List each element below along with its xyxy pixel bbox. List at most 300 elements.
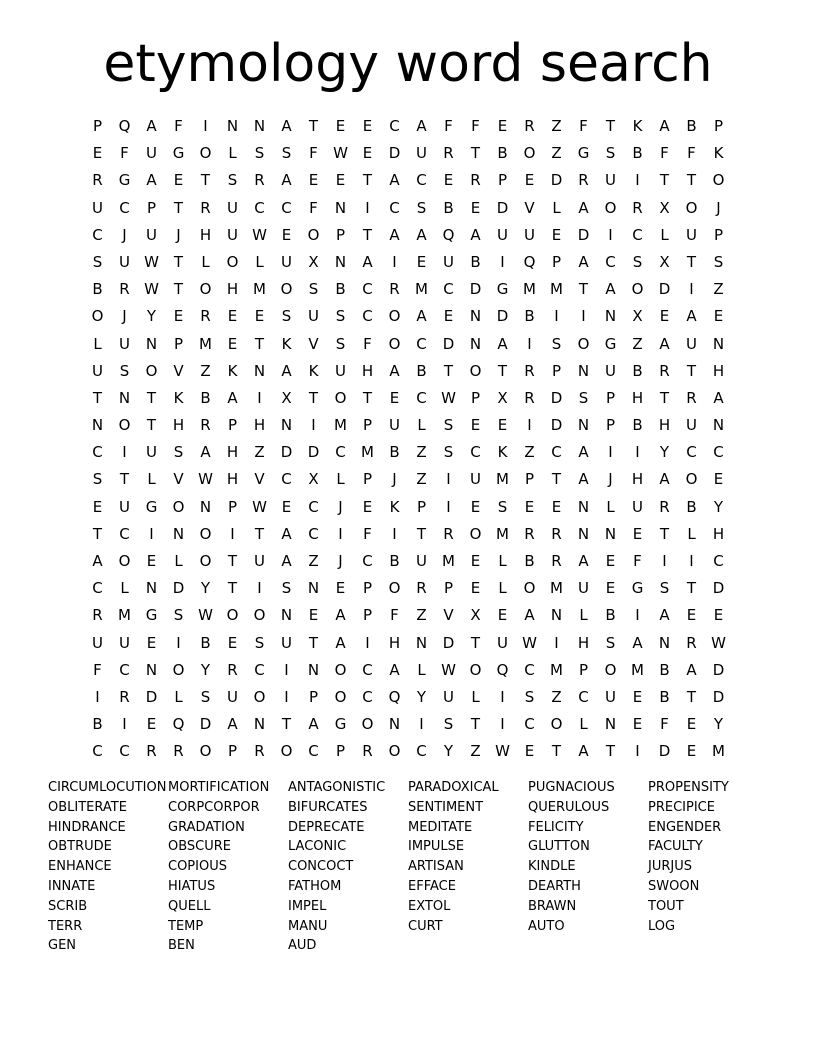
grid-cell: A [632,633,643,652]
grid-cell: C [416,334,427,353]
grid-cell: O [307,225,320,244]
grid-cell: C [362,307,373,326]
grid-cell: U [497,633,508,652]
grid-cell: T [281,715,292,734]
grid-cell: I [95,687,100,706]
grid-cell: C [389,117,400,135]
grid-cell: O [118,416,131,435]
grid-cell: C [308,742,319,761]
grid-cell: O [334,660,347,679]
grid-cell: P [335,225,346,244]
grid-cell: N [577,524,590,543]
grid-cell: G [145,606,158,625]
grid-cell: I [284,660,289,679]
grid-cell: N [226,117,239,135]
word-list-item: CONCOCT [288,859,354,875]
word-list-item: COPIOUS [168,859,227,875]
grid-cell: W [441,660,456,679]
grid-cell: E [659,307,670,326]
grid-cell: Q [388,687,401,706]
grid-cell: I [365,198,370,217]
word-list-item: BIFURCATES [288,799,368,815]
grid-cell: U [605,687,616,706]
grid-cell: T [308,388,319,407]
grid-cell: H [226,280,239,299]
word-list-item: HINDRANCE [48,819,126,835]
grid-cell: I [446,470,451,489]
grid-cell: L [120,579,129,598]
grid-cell: D [496,198,509,217]
grid-cell: H [253,416,266,435]
grid-cell: A [227,715,238,734]
grid-cell: Y [200,660,211,679]
grid-cell: W [441,388,456,407]
grid-cell: H [361,361,374,380]
grid-cell: O [469,361,482,380]
grid-cell: I [608,443,613,462]
grid-cell: I [257,388,262,407]
grid-cell: B [470,252,481,271]
grid-cell: T [146,416,157,435]
word-list-item: GLUTTON [528,839,590,855]
grid-cell: U [605,171,616,190]
grid-cell: C [416,742,427,761]
word-list-item: ARTISAN [408,859,464,875]
grid-cell: N [388,715,401,734]
grid-cell: E [443,307,454,326]
grid-cell: R [443,144,454,163]
grid-cell: I [635,443,640,462]
grid-cell: N [712,334,725,353]
grid-cell: E [713,606,724,625]
grid-cell: S [335,334,346,353]
grid-cell: R [524,524,535,543]
grid-cell: M [550,660,563,679]
grid-cell: E [281,497,292,516]
grid-cell: T [470,715,481,734]
grid-cell: Y [659,443,670,462]
grid-cell: P [227,497,238,516]
grid-cell: E [308,171,319,190]
grid-cell: H [631,470,644,489]
grid-cell: E [92,497,103,516]
grid-cell: N [577,416,590,435]
grid-cell: C [362,280,373,299]
grid-cell: H [388,633,401,652]
grid-cell: T [605,117,616,135]
grid-cell: A [146,117,157,135]
grid-cell: A [362,252,373,271]
grid-cell: V [443,606,454,625]
grid-cell: U [92,633,103,652]
grid-cell: L [147,470,156,489]
grid-cell: X [659,252,670,271]
grid-cell: P [713,117,724,135]
grid-cell: O [199,144,212,163]
grid-cell: B [632,361,643,380]
grid-cell: R [362,742,373,761]
grid-cell: L [201,252,210,271]
page-title: etymology word search [103,34,713,94]
grid-cell: R [227,660,238,679]
word-list-item: OBSCURE [168,839,232,855]
grid-cell: I [149,524,154,543]
grid-cell: A [686,307,697,326]
grid-cell: S [308,280,319,299]
grid-cell: F [579,117,588,135]
grid-cell: E [470,552,481,570]
grid-cell: F [390,606,399,625]
grid-cell: C [524,715,535,734]
grid-cell: O [253,606,266,625]
grid-cell: B [443,198,454,217]
grid-cell: X [308,252,319,271]
grid-cell: R [200,307,211,326]
grid-cell: L [174,687,183,706]
grid-cell: C [335,443,346,462]
grid-cell: X [281,388,292,407]
grid-cell: S [524,687,535,706]
word-list-item: QUELL [168,898,211,914]
grid-cell: T [362,225,373,244]
grid-cell: L [255,252,264,271]
grid-cell: U [497,225,508,244]
grid-cell: B [524,552,535,570]
grid-cell: H [631,388,644,407]
grid-cell: O [469,524,482,543]
grid-cell: E [632,687,643,706]
grid-cell: O [388,307,401,326]
grid-cell: N [604,524,617,543]
grid-cell: R [146,742,157,761]
grid-cell: Q [118,117,131,135]
grid-cell: E [686,742,697,761]
grid-cell: T [659,524,670,543]
grid-cell: S [200,687,211,706]
grid-cell: T [470,633,481,652]
grid-cell: E [524,171,535,190]
grid-cell: T [686,252,697,271]
grid-cell: I [500,715,505,734]
word-list-item: TOUT [648,898,684,914]
grid-cell: I [554,633,559,652]
word-list-item: MEDITATE [408,819,473,835]
grid-cell: N [172,524,185,543]
grid-cell: C [443,280,454,299]
grid-cell: D [550,416,563,435]
grid-cell: U [335,361,346,380]
grid-cell: Y [713,497,724,516]
grid-cell: D [388,144,401,163]
grid-cell: X [308,470,319,489]
grid-cell: A [281,171,292,190]
grid-cell: I [635,171,640,190]
grid-cell: L [93,334,102,353]
grid-cell: Z [308,552,319,570]
grid-cell: B [335,280,346,299]
grid-cell: U [254,552,265,570]
grid-cell: C [254,198,265,217]
grid-cell: Y [146,307,157,326]
grid-cell: J [338,497,343,516]
grid-cell: E [281,225,292,244]
grid-cell: C [362,660,373,679]
grid-cell: E [173,171,184,190]
grid-cell: B [497,144,508,163]
grid-cell: A [335,633,346,652]
grid-cell: T [92,388,103,407]
grid-cell: R [200,198,211,217]
grid-cell: F [93,660,102,679]
grid-cell: C [524,660,535,679]
grid-cell: W [198,470,213,489]
word-list-item: ENHANCE [48,859,112,875]
grid-cell: P [497,171,508,190]
grid-cell: I [662,552,667,570]
grid-cell: S [173,443,184,462]
grid-cell: W [198,606,213,625]
grid-cell: S [92,470,103,489]
grid-cell: E [605,579,616,598]
grid-cell: B [416,361,427,380]
grid-cell: I [203,117,208,135]
grid-cell: A [200,443,211,462]
grid-cell: L [417,660,426,679]
grid-cell: C [281,198,292,217]
grid-cell: T [92,524,103,543]
grid-cell: R [200,416,211,435]
grid-cell: R [524,117,535,135]
grid-cell: E [470,198,481,217]
word-list-item: JURJUS [648,859,692,875]
grid-cell: A [389,171,400,190]
word-list-item: BEN [168,938,195,954]
grid-cell: A [92,552,103,570]
grid-cell: Z [632,334,643,353]
grid-cell: R [92,171,103,190]
grid-cell: E [362,117,373,135]
grid-cell: W [252,497,267,516]
grid-cell: E [524,497,535,516]
word-list-item: FATHOM [288,878,342,894]
word-list-item: LOG [648,918,676,934]
word-list-item: PUGNACIOUS [528,780,615,795]
grid-cell: C [416,171,427,190]
grid-cell: Q [496,660,509,679]
grid-cell: Z [254,443,265,462]
grid-cell: D [280,443,293,462]
grid-cell: B [686,497,697,516]
grid-cell: C [686,443,697,462]
word-list-item: ANTAGONISTIC [288,780,386,795]
grid-cell: U [92,198,103,217]
grid-cell: E [632,524,643,543]
grid-cell: G [118,171,131,190]
grid-cell: P [308,687,319,706]
grid-cell: P [335,742,346,761]
grid-cell: C [578,687,589,706]
grid-cell: I [419,715,424,734]
grid-cell: A [308,715,319,734]
grid-cell: Z [551,144,562,163]
grid-cell: E [227,633,238,652]
grid-cell: P [551,361,562,380]
grid-cell: E [497,117,508,135]
grid-cell: G [496,280,509,299]
grid-cell: N [577,497,590,516]
word-list-item: EFFACE [408,878,456,894]
word-list [48,778,768,956]
grid-cell: D [712,687,725,706]
grid-cell: A [281,361,292,380]
grid-cell: C [362,552,373,570]
grid-cell: U [119,633,130,652]
grid-cell: O [388,579,401,598]
word-list-item: INNATE [48,878,96,894]
grid-cell: R [173,742,184,761]
grid-cell: S [281,579,292,598]
grid-cell: B [200,388,211,407]
grid-cell: S [443,715,454,734]
grid-cell: E [146,633,157,652]
grid-cell: L [174,552,183,570]
grid-cell: O [334,388,347,407]
word-list-item: QUERULOUS [528,799,610,815]
grid-cell: Q [523,252,536,271]
grid-cell: O [685,198,698,217]
grid-cell: G [334,715,347,734]
grid-cell: I [527,334,532,353]
grid-cell: E [713,470,724,489]
word-list-item: GRADATION [168,819,245,835]
grid-cell: N [334,198,347,217]
grid-cell: I [689,552,694,570]
grid-cell: T [308,117,319,135]
grid-cell: S [227,171,238,190]
grid-cell: S [335,307,346,326]
grid-cell: E [470,497,481,516]
grid-cell: R [254,171,265,190]
grid-cell: L [579,715,588,734]
grid-cell: P [146,198,157,217]
grid-cell: T [173,198,184,217]
grid-cell: K [389,497,400,516]
grid-cell: O [604,660,617,679]
grid-cell: R [578,171,589,190]
grid-cell: Z [524,443,535,462]
grid-cell: V [308,334,319,353]
grid-cell: F [363,334,372,353]
grid-cell: S [281,307,292,326]
grid-cell: F [471,117,480,135]
grid-cell: B [200,633,211,652]
grid-cell: E [335,579,346,598]
grid-cell: S [605,144,616,163]
grid-cell: S [578,388,589,407]
grid-cell: A [524,606,535,625]
grid-cell: Z [416,470,427,489]
grid-cell: A [659,606,670,625]
grid-cell: I [230,524,235,543]
grid-cell: D [712,660,725,679]
grid-cell: T [308,633,319,652]
grid-cell: M [253,280,266,299]
grid-cell: I [635,742,640,761]
word-list-item: DEARTH [528,878,581,894]
grid-cell: C [92,225,103,244]
grid-cell: U [227,687,238,706]
grid-cell: O [226,252,239,271]
grid-cell: I [122,443,127,462]
grid-cell: Z [551,117,562,135]
grid-cell: K [281,334,292,353]
grid-cell: D [442,633,455,652]
grid-cell: B [632,144,643,163]
grid-cell: T [443,361,454,380]
grid-cell: Z [200,361,211,380]
grid-cell: A [578,443,589,462]
grid-cell: U [119,252,130,271]
grid-cell: E [146,552,157,570]
grid-cell: F [687,144,696,163]
grid-cell: E [254,307,265,326]
grid-cell: S [632,252,643,271]
grid-cell: D [658,280,671,299]
grid-cell: O [199,524,212,543]
grid-cell: U [686,334,697,353]
grid-cell: O [280,742,293,761]
grid-cell: M [415,280,428,299]
grid-cell: A [659,334,670,353]
grid-cell: H [199,225,212,244]
word-list-item: SENTIMENT [408,799,484,815]
grid-cell: T [362,171,373,190]
grid-cell: O [253,687,266,706]
grid-cell: T [605,742,616,761]
grid-cell: F [174,117,183,135]
grid-cell: I [527,416,532,435]
grid-cell: T [146,388,157,407]
grid-cell: W [144,252,159,271]
grid-cell: P [443,579,454,598]
grid-cell: P [362,416,373,435]
grid-cell: U [686,225,697,244]
grid-cell: W [711,633,726,652]
grid-cell: P [227,742,238,761]
grid-cell: B [659,660,670,679]
grid-cell: B [686,117,697,135]
grid-cell: T [686,361,697,380]
grid-cell: T [200,171,211,190]
grid-cell: X [470,606,481,625]
grid-cell: C [632,225,643,244]
grid-cell: P [524,470,535,489]
grid-cell: C [713,443,724,462]
grid-cell: R [632,198,643,217]
grid-cell: D [172,579,185,598]
grid-cell: I [608,225,613,244]
grid-cell: R [470,171,481,190]
grid-cell: T [254,334,265,353]
grid-cell: B [659,687,670,706]
grid-cell: K [173,388,184,407]
grid-cell: K [497,443,508,462]
grid-cell: P [92,117,103,135]
grid-cell: E [497,606,508,625]
word-list-item: PARADOXICAL [408,780,499,795]
grid-cell: G [145,497,158,516]
grid-cell: J [122,225,127,244]
